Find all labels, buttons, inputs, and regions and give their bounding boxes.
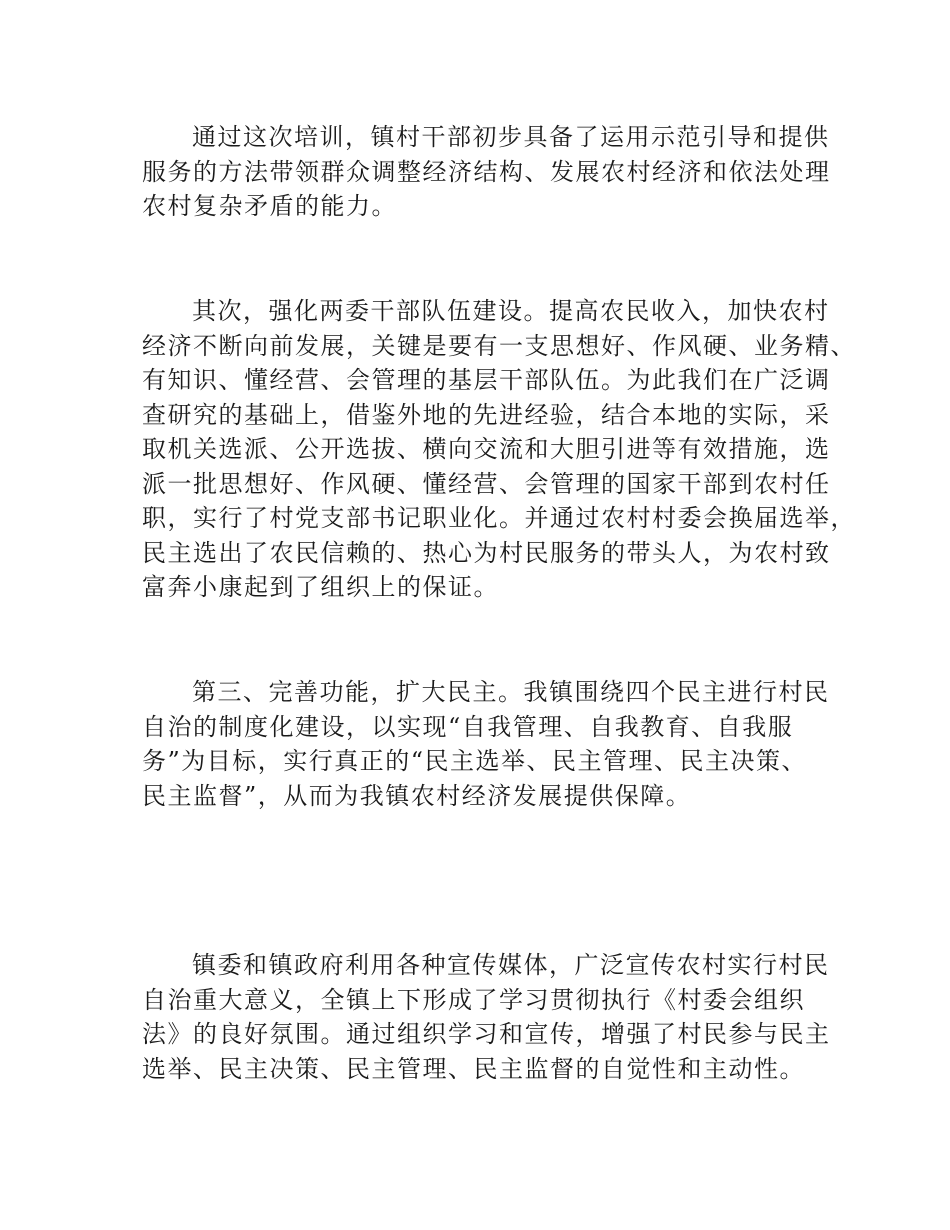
text-line: 选举、民主决策、民主管理、民主监督的自觉性和主动性。 (142, 1054, 805, 1083)
text-line: 其次，强化两委干部队伍建设。提高农民收入，加快农村 (192, 297, 830, 325)
text-line: 民主选出了农民信赖的、热心为村民服务的带头人，为农村致 (142, 538, 831, 567)
paragraph-training-results (142, 120, 831, 224)
text-line: 自治的制度化建设，以实现“自我管理、自我教育、自我服 (142, 712, 794, 741)
paragraph-democracy (142, 675, 830, 813)
text-line: 有知识、懂经营、会管理的基层干部队伍。为此我们在广泛调 (142, 366, 831, 394)
text-line: 镇委和镇政府利用各种宣传媒体，广泛宣传农村实行村民 (192, 951, 830, 979)
text-line: 经济不断向前发展，关键是要有一支思想好、作风硬、业务精、 (142, 331, 856, 360)
text-line: 查研究的基础上，借鉴外地的先进经验，结合本地的实际，采 (142, 400, 831, 429)
text-line: 派一批思想好、作风硬、懂经营、会管理的国家干部到农村任 (142, 469, 831, 498)
text-line: 民主监督”，从而为我镇农村经济发展提供保障。 (142, 781, 692, 810)
text-line: 通过这次培训，镇村干部初步具备了运用示范引导和提供 (192, 123, 830, 151)
text-line: 自治重大意义，全镇上下形成了学习贯彻执行《村委会组织 (142, 985, 805, 1014)
text-line: 职，实行了村党支部书记职业化。并通过农村村委会换届选举， (142, 504, 856, 532)
text-line: 法》的良好氛围。通过组织学习和宣传，增强了村民参与民主 (142, 1020, 831, 1048)
text-line: 富奔小康起到了组织上的保证。 (142, 573, 499, 601)
paragraph-cadre-team-building (142, 294, 856, 605)
text-line: 服务的方法带领群众调整经济结构、发展农村经济和依法处理 (142, 157, 831, 186)
text-line: 第三、完善功能，扩大民主。我镇围绕四个民主进行村民 (192, 678, 830, 706)
paragraph-publicity (142, 948, 831, 1086)
text-line: 农村复杂矛盾的能力。 (142, 192, 397, 220)
text-line: 务”为目标，实行真正的“民主选举、民主管理、民主决策、 (142, 747, 808, 775)
text-line: 取机关选派、公开选拔、横向交流和大胆引进等有效措施，选 (142, 435, 831, 463)
